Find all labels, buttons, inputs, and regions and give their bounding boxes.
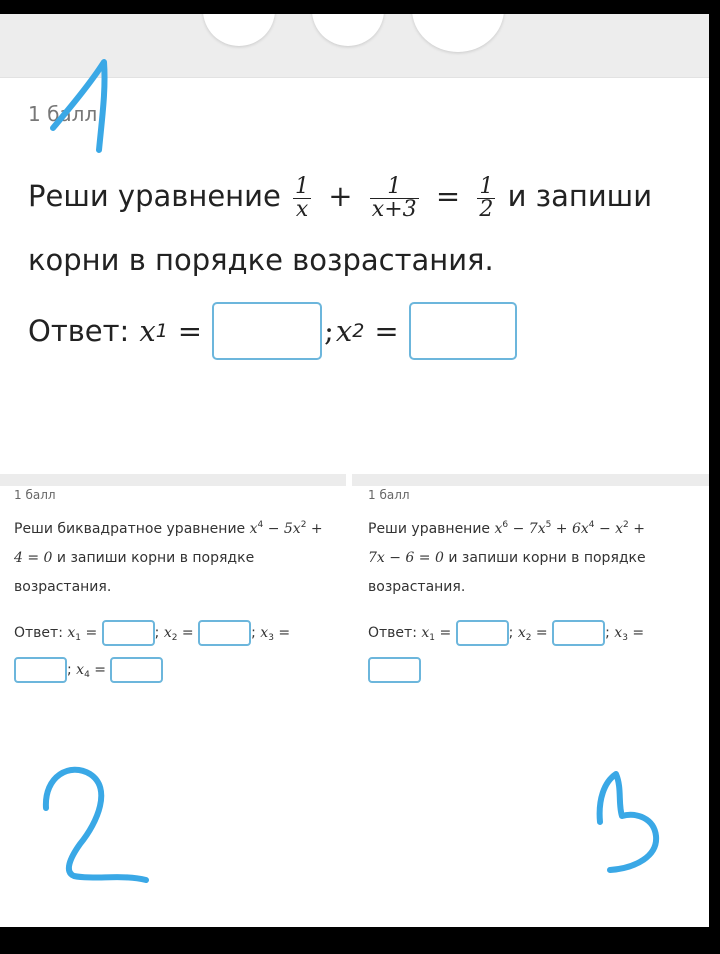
question2-answer-row: Ответ: $x_1$ = ; $x_2$ = ; $x_3$ = ; $x_4$ =: [14, 617, 344, 691]
question1-text-after: и запиши корни в порядке возрастания.: [28, 179, 653, 277]
fraction-1-over-x: $\frac{1}{x}$: [295, 173, 310, 222]
answer-label: Ответ:: [28, 314, 130, 348]
plus-sign: +: [328, 179, 353, 213]
handwritten-number-1: [53, 62, 105, 150]
question3-answer-row: Ответ: $x_1$ = ; $x_2$ = ; $x_3$ =: [368, 617, 703, 686]
question3-points: 1 балл: [368, 488, 410, 502]
handwritten-number-2: [46, 770, 146, 880]
subscript-2: 2: [352, 320, 365, 342]
subscript-1: 1: [155, 320, 168, 342]
equals-sign: =: [177, 314, 203, 348]
fraction-1-over-2: $\frac{1}{2}$: [479, 173, 494, 222]
var-x: x: [335, 314, 353, 348]
var-x: x: [139, 314, 156, 348]
question2-text: Реши биквадратное уравнение $x^4 - 5x^2$ + 4 = 0 и запиши корни в порядке возрастания.: [14, 520, 323, 595]
question2-points: 1 балл: [14, 488, 56, 502]
question1-points: 1 балл: [28, 102, 98, 126]
equals-sign: =: [435, 179, 461, 213]
question1-text-before: Реши уравнение: [28, 179, 281, 213]
question3-text: Реши уравнение $x^6 - 7x^5 + 6x^4 - x^2$ + 7x − 6 = 0 и запиши корни в порядке возрастания.: [368, 520, 646, 595]
equals-sign: =: [374, 314, 399, 348]
fraction-1-over-x-plus-3: $\frac{1}{x+3}$: [371, 173, 417, 222]
semicolon: ;: [324, 314, 334, 348]
handwritten-number-3: [600, 774, 657, 870]
